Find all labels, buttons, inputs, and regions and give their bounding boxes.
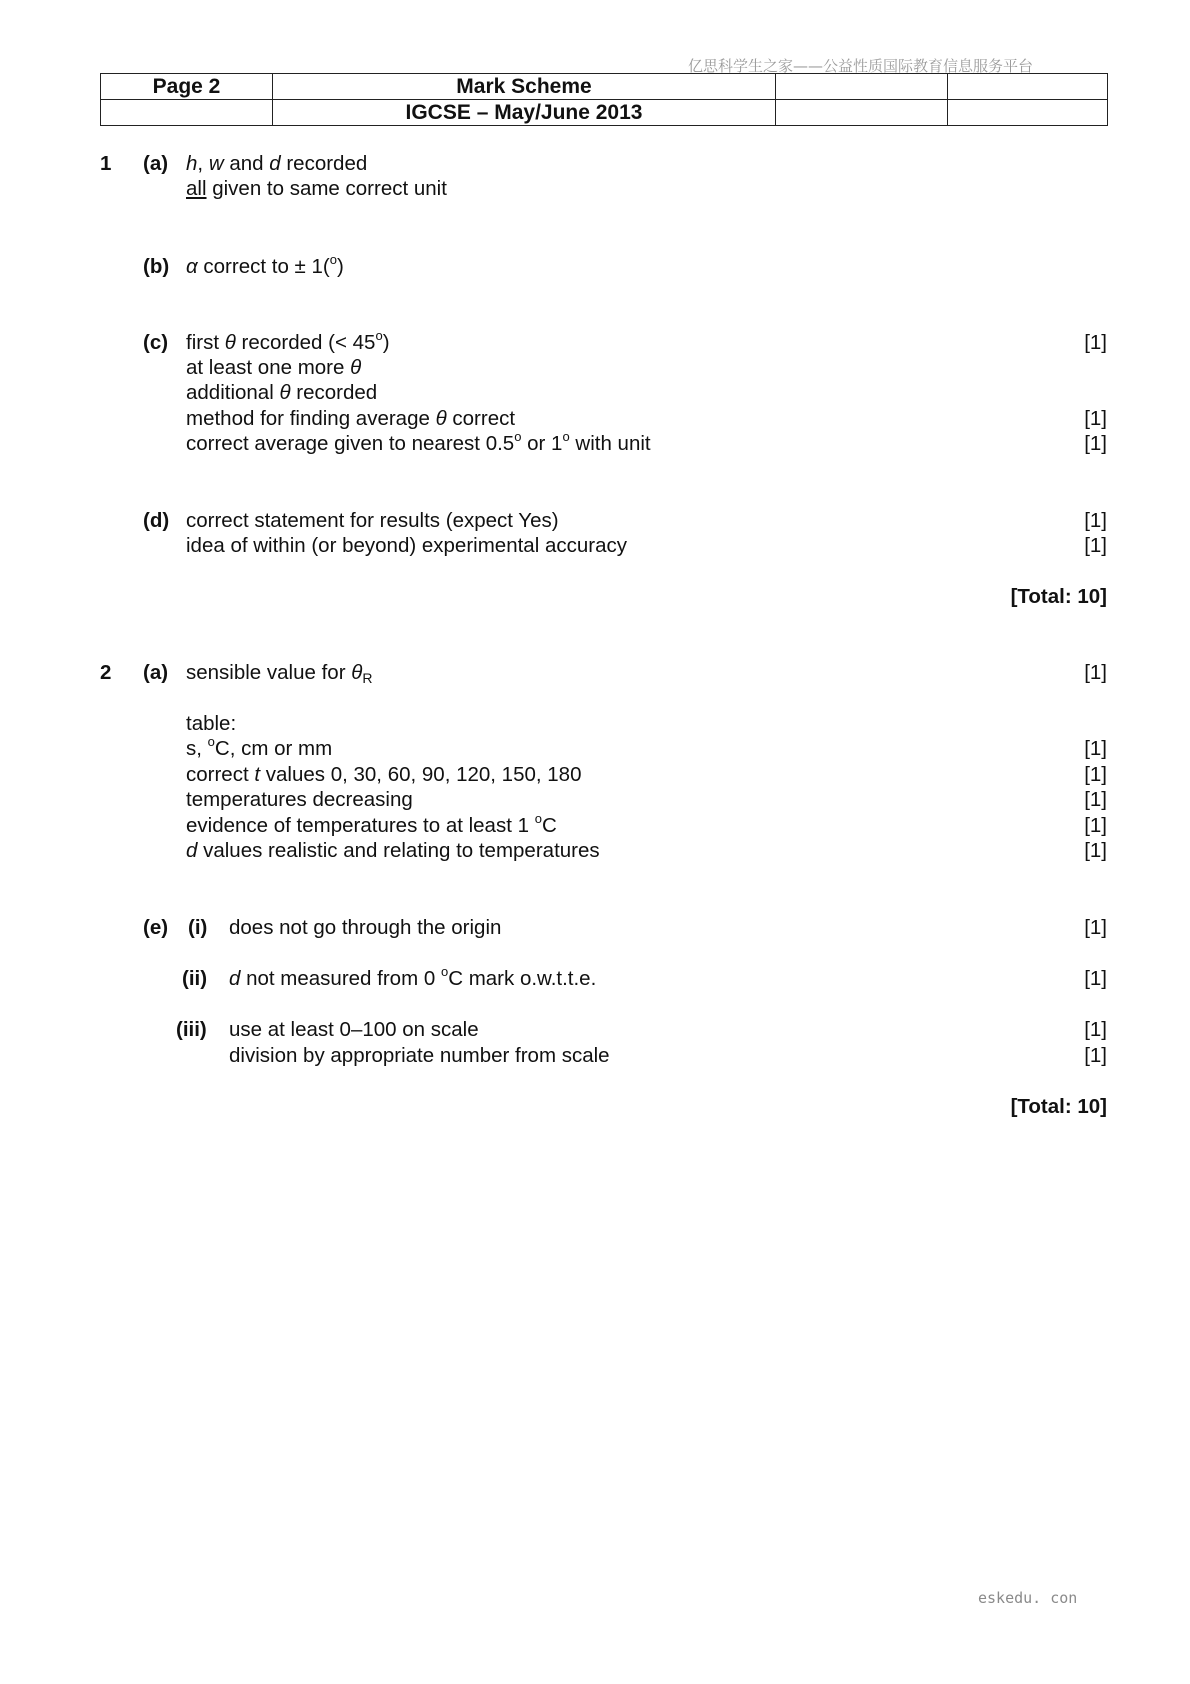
mark: [1] [1084, 916, 1107, 939]
q1b-line-1: α correct to ± 1($^o$) [186, 252, 344, 278]
part-label: (e) [143, 916, 169, 939]
q2a-line-5: temperatures decreasing [186, 788, 413, 811]
q1d-line-2: idea of within (or beyond) experimental accuracy [186, 534, 627, 557]
q2a-line-7: d values realistic and relating to temperatures [186, 839, 600, 862]
header-empty-1 [776, 74, 948, 100]
mark: [1] [1084, 331, 1107, 354]
question-number: 1 [100, 152, 112, 175]
mark: [1] [1084, 534, 1107, 557]
header-empty-4 [776, 100, 948, 126]
header-empty-5 [948, 100, 1108, 126]
part-label: (a) [143, 661, 169, 684]
header-table [100, 73, 1108, 126]
q1c-line-4: method for finding average θ correct [186, 407, 516, 430]
part-label: (b) [143, 255, 170, 278]
part-label: (c) [143, 331, 169, 354]
q2e-i-line: does not go through the origin [229, 916, 502, 939]
mark: [1] [1084, 814, 1107, 837]
header-page: Page 2 [101, 74, 273, 100]
watermark-bottom: eskedu. con [978, 1589, 1078, 1607]
mark: [1] [1084, 1044, 1107, 1067]
q1c-line-3: additional θ recorded [186, 381, 378, 404]
q2e-iii-line-1: use at least 0–100 on scale [229, 1018, 479, 1041]
subpart-label: (iii) [176, 1018, 207, 1041]
q1d-line-1: correct statement for results (expect Yes) [186, 509, 559, 532]
header-empty-3 [101, 100, 273, 126]
part-label: (d) [143, 509, 170, 532]
subpart-label: (i) [188, 916, 208, 939]
q1a-line-1: h, w and d recorded [186, 152, 368, 175]
total: [Total: 10] [1010, 585, 1107, 608]
q2e-iii-line-2: division by appropriate number from scale [229, 1044, 610, 1067]
header-empty-2 [948, 74, 1108, 100]
mark: [1] [1084, 407, 1107, 430]
part-label: (a) [143, 152, 169, 175]
mark: [1] [1084, 839, 1107, 862]
mark: [1] [1084, 967, 1107, 990]
mark: [1] [1084, 432, 1107, 455]
mark: [1] [1084, 1018, 1107, 1041]
mark: [1] [1084, 661, 1107, 684]
header-subtitle: IGCSE – May/June 2013 [273, 100, 776, 126]
q2a-line-6: evidence of temperatures to at least 1 $^o$C [186, 811, 557, 837]
total: [Total: 10] [1010, 1095, 1107, 1118]
q2e-ii-line: d not measured from 0 $^o$C mark o.w.t.t.e. [229, 964, 597, 990]
mark: [1] [1084, 737, 1107, 760]
q1a-line-2: all given to same correct unit [186, 177, 447, 200]
q2a-line-4: correct t values 0, 30, 60, 90, 120, 150, 180 [186, 763, 582, 786]
watermark-top: 亿思科学生之家——公益性质国际教育信息服务平台 [688, 57, 1034, 75]
question-number: 2 [100, 661, 112, 684]
q2a-line-1: sensible value for $\theta_R$ [186, 661, 373, 686]
mark: [1] [1084, 509, 1107, 532]
subpart-label: (ii) [182, 967, 208, 990]
q1c-line-2: at least one more θ [186, 356, 362, 379]
header-title: Mark Scheme [273, 74, 776, 100]
q2a-table-label: table: [186, 712, 237, 735]
mark: [1] [1084, 788, 1107, 811]
mark: [1] [1084, 763, 1107, 786]
q1c-line-5: correct average given to nearest 0.5$^o$ or 1$^o$ with unit [186, 429, 651, 455]
q1c-line-1: first θ recorded (< $45^o$) [186, 328, 390, 354]
q2a-line-3: s, $^o$C, cm or mm [186, 734, 333, 760]
